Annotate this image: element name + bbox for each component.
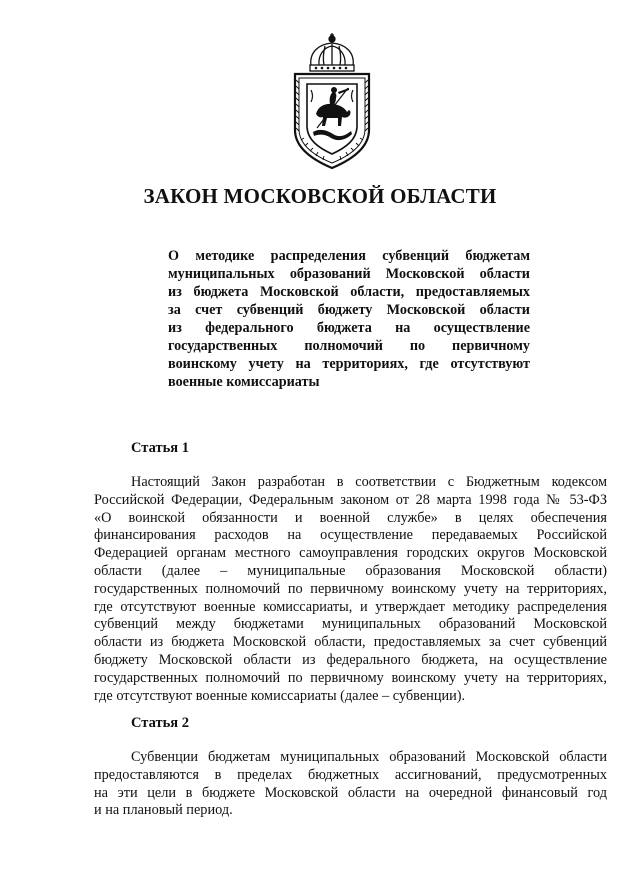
article-1-line: области (далее – муниципальные образования Московской области) <box>94 562 607 579</box>
article-1-line: где отсутствуют военные комиссариаты, и утверждает методику распределения <box>94 598 607 615</box>
document-title: ЗАКОН МОСКОВСКОЙ ОБЛАСТИ <box>143 184 497 208</box>
article-2-line: предоставляются в пределах бюджетных ассигнований, предусмотренных <box>94 766 607 783</box>
article-2-line: Субвенции бюджетам муниципальных образований Московской области <box>131 749 607 765</box>
article-2-body <box>94 749 607 820</box>
article-2-line: на эти цели в бюджете Московской области на очередной финансовый год <box>94 784 607 801</box>
subtitle-line: муниципальных образований Московской области <box>168 266 530 282</box>
subtitle-line: государственных полномочий по первичному <box>168 338 530 354</box>
subtitle-line: за счет субвенций бюджету Московской области <box>168 302 530 318</box>
moscow-oblast-coat-of-arms-icon <box>289 30 375 170</box>
subtitle-line: из бюджета Московской области, предоставляемых <box>168 284 530 300</box>
subtitle-line: воинскому учету на территориях, где отсутствуют <box>168 356 530 372</box>
article-1-line: области из бюджета Московской области, предоставляемых за счет субвенций <box>94 634 607 651</box>
document-subtitle <box>168 247 530 391</box>
subtitle-line: О методике распределения субвенций бюджетам <box>168 248 530 264</box>
article-1-body <box>94 474 607 705</box>
article-1-line: государственных полномочий по первичному воинскому учету на территориях, <box>94 669 607 686</box>
article-1-line: где отсутствуют военные комиссариаты (далее – субвенции). <box>94 687 466 704</box>
article-2-line: и на плановый период. <box>94 802 233 819</box>
article-2-heading: Статья 2 <box>131 715 189 731</box>
subtitle-line: из федерального бюджета на осуществление <box>168 320 530 336</box>
article-1-line: субвенций между бюджетами муниципальных образований Московской <box>94 616 607 633</box>
article-1-line: финансирования расходов на осуществление передаваемых Российской <box>94 527 607 544</box>
article-1-line: бюджету Московской области из федерального бюджета, на осуществление <box>94 651 607 668</box>
subtitle-line: военные комиссариаты <box>168 374 320 390</box>
article-1-line: Настоящий Закон разработан в соответствии с Бюджетным кодексом <box>131 474 607 490</box>
article-1-line: Федерацией органам местного самоуправления городских округов Московской <box>94 545 607 562</box>
article-1-heading: Статья 1 <box>131 440 189 456</box>
article-1-line: государственных полномочий по первичному воинскому учету на территориях, <box>94 580 607 597</box>
article-1-line: Российской Федерации, Федеральным законом от 28 марта 1998 года № 53-ФЗ <box>94 491 607 508</box>
article-1-line: «О воинской обязанности и военной службе» в целях обеспечения <box>94 509 607 526</box>
